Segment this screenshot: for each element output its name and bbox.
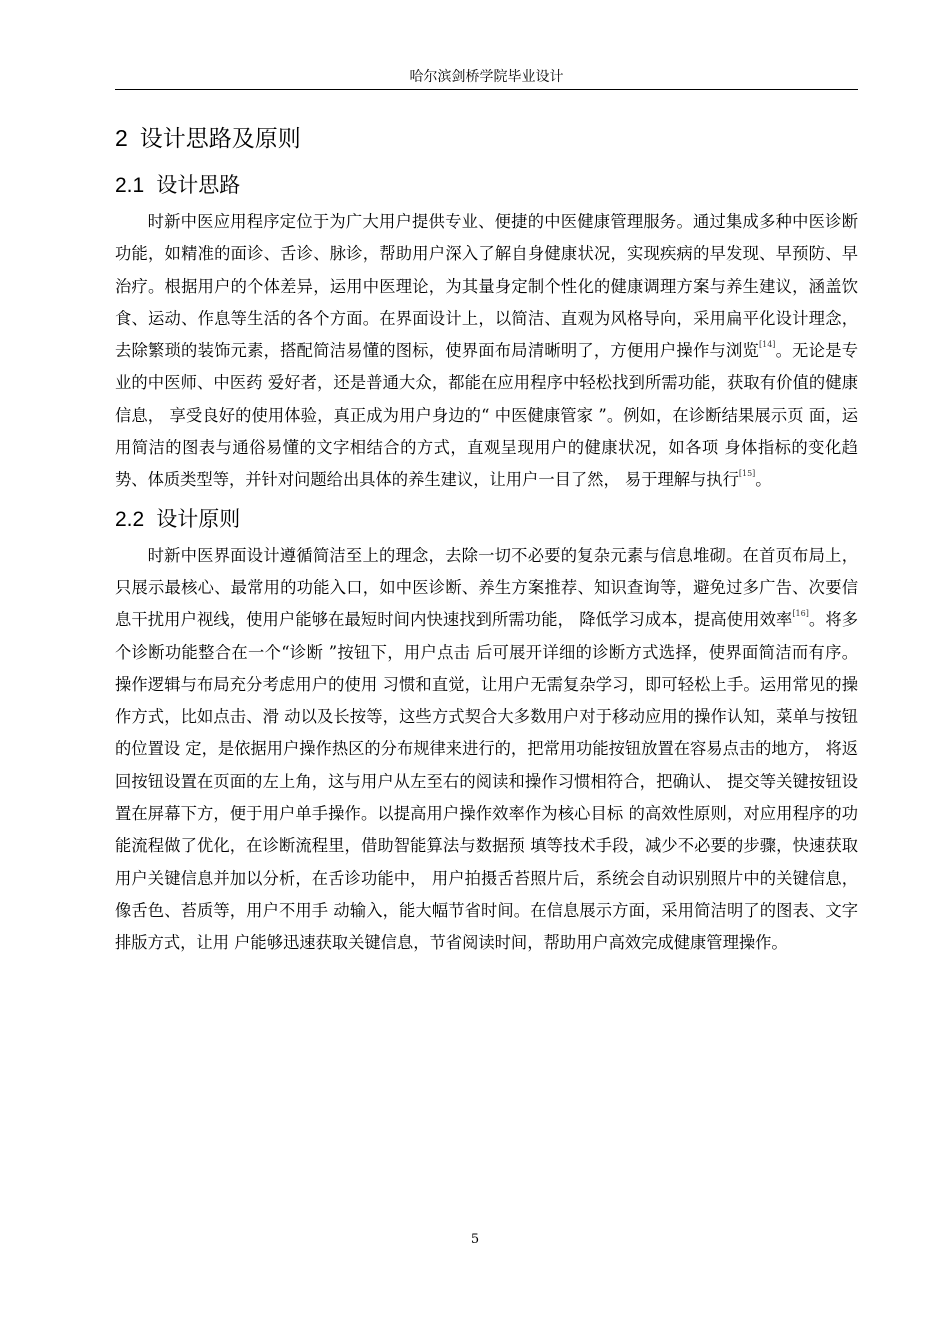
paragraph-text: 时新中医应用程序定位于为广大用户提供专业、便捷的中医健康管理服务。通过集成多种中医诊断功能，如精准的面诊、舌诊、脉诊，帮助用户深入了解自身健康状况，实现疾病的早发现、早预防、早治疗。根据用户的个体差异，运用中医理论，为其量身定制个性化的健康调理方案与养生建议，涵盖饮食、运动、作息等生活的各个方面。在界面设计上，以简洁、直观为风格导向，采用扁平化设计理念，去除繁琐的装饰元素，搭配简洁易懂的图标，使界面布局清晰明了，方便用户操作与浏览	[115, 212, 858, 361]
chapter-number: 2	[115, 125, 128, 151]
section-number: 2.2	[115, 507, 145, 531]
paragraph-text: 时新中医界面设计遵循简洁至上的理念，去除一切不必要的复杂元素与信息堆砌。在首页布局上，只展示最核心、最常用的功能入口，如中医诊断、养生方案推荐、知识查询等，避免过多广告、次要信息干扰用户视线，使用户能够在最短时间内快速找到所需功能， 降低学习成本，提高使用效率	[115, 545, 858, 630]
chapter-title: 设计思路及原则	[139, 126, 301, 152]
chapter-heading	[115, 118, 858, 159]
section-title: 设计思路	[156, 173, 241, 197]
section-title: 设计原则	[156, 506, 241, 531]
page-number: 5	[470, 1232, 480, 1247]
section-heading-2-2	[115, 499, 858, 540]
body-paragraph	[115, 206, 858, 497]
paragraph-text: 。	[755, 470, 772, 490]
paragraph-text: 。无论是专业的中医师、中医药 爱好者，还是普通大众，都能在应用程序中轻松找到所需功能，获取有价值的健康信息， 享受良好的使用体验，真正成为用户身边的“ 中医健康管家 ”。例如，在诊断结果展示页 面，运用简洁的图表与通俗易懂的文字相结合的方式，直观呈现用户的健康状况，如各项 身体指标的变化趋势、体质类型等，并针对问题给出具体的养生建议，让用户一目了然， 易于理解与执行	[115, 341, 858, 490]
page-content	[115, 118, 858, 962]
header-rule	[115, 89, 858, 90]
citation: [16]	[792, 609, 809, 619]
section-heading-2-1	[115, 165, 858, 206]
citation: [14]	[759, 340, 776, 350]
running-header: 哈尔滨剑桥学院毕业设计	[409, 69, 564, 85]
body-paragraph	[115, 540, 858, 960]
section-number: 2.1	[115, 174, 145, 197]
paragraph-text: 。将多个诊断功能整合在一个“诊断 ”按钮下，用户点击 后可展开详细的诊断方式选择，使界面简洁而有序。操作逻辑与布局充分考虑用户的使用 习惯和直觉，让用户无需复杂学习，即可轻松上手。运用常见的操作方式，比如点击、滑 动以及长按等，这些方式契合大多数用户对于移动应用的操作认知，菜单与按钮的位置设 定，是依据用户操作热区的分布规律来进行的，把常用功能按钮放置在容易点击的地方， 将返回按钮设置在页面的左上角，这与用户从左至右的阅读和操作习惯相符合，把确认、 提交等关键按钮设置在屏幕下方，便于用户单手操作。以提高用户操作效率作为核心目标 的高效性原则，对应用程序的功能流程做了优化，在诊断流程里，借助智能算法与数据预 填等技术手段，减少不必要的步骤，快速获取用户关键信息并加以分析，在舌诊功能中， 用户拍摄舌苔照片后，系统会自动识别照片中的关键信息，像舌色、苔质等，用户不用手 动输入，能大幅节省时间。在信息展示方面，采用简洁明了的图表、文字排版方式，让用 户能够迅速获取关键信息，节省阅读时间，帮助用户高效完成健康管理操作。	[115, 610, 859, 953]
citation: [15]	[738, 469, 756, 479]
